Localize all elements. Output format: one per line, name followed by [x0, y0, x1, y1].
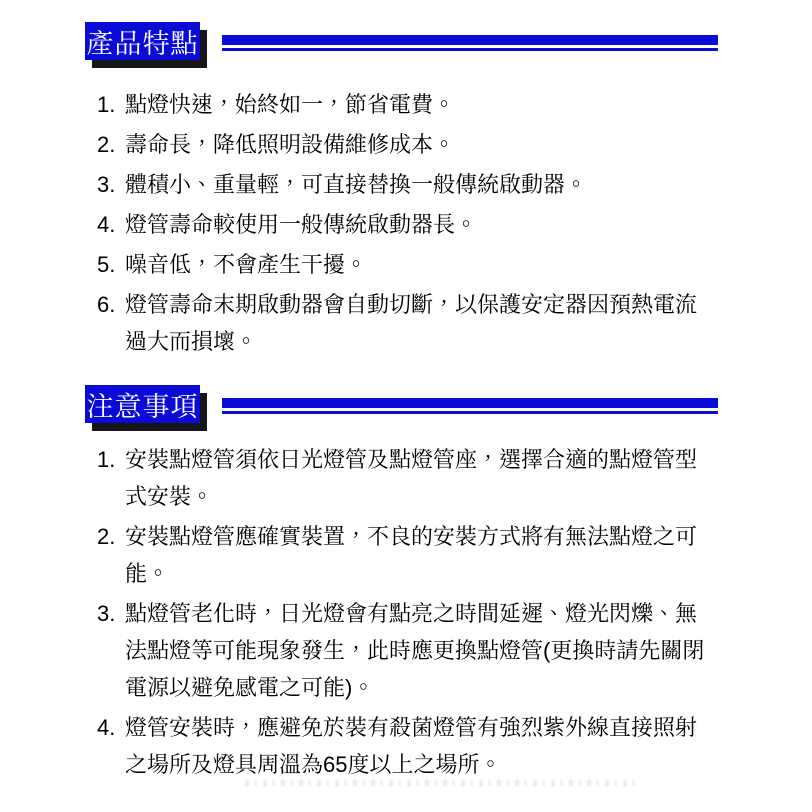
list-item: [97, 286, 812, 360]
item-text: 體積小、重量輕，可直接替換一般傳統啟動器。: [125, 172, 588, 197]
list-item: [97, 518, 812, 592]
rule-thin: [222, 411, 718, 414]
list-item: [97, 126, 812, 163]
item-number: 4.: [97, 212, 116, 237]
notes-list: [0, 441, 812, 783]
rule-thin: [222, 48, 718, 51]
list-item: [97, 86, 812, 123]
features-header-rules: [222, 35, 718, 51]
item-text: 點燈快速，始終如一，節省電費。: [125, 92, 456, 117]
item-number: 4.: [97, 715, 116, 740]
notes-header: [85, 385, 812, 423]
notes-header-rules: [222, 398, 718, 414]
item-number: 1.: [97, 92, 116, 117]
item-number: 3.: [97, 172, 116, 197]
item-text: 燈管安裝時，應避免於裝有殺菌燈管有強烈紫外線直接照射之場所及燈具周溫為65度以上之場所。: [125, 715, 698, 777]
item-text: 噪音低，不會產生干擾。: [125, 252, 368, 277]
item-text: 點燈管老化時，日光燈會有點亮之時間延遲、燈光閃爍、無法點燈等可能現象發生，此時應更換點燈管(更換時請先關閉電源以避免感電之可能)。: [125, 601, 705, 700]
features-header: [85, 22, 812, 60]
list-item: [97, 441, 812, 515]
item-number: 5.: [97, 252, 116, 277]
item-number: 3.: [97, 601, 116, 626]
item-text: 安裝點燈管應確實裝置，不良的安裝方式將有無法點燈之可能。: [125, 524, 698, 586]
list-item: [97, 246, 812, 283]
features-section: [0, 22, 812, 363]
notes-title: 注意事項: [86, 391, 199, 422]
item-number: 2.: [97, 524, 116, 549]
list-item: [97, 595, 812, 706]
item-text: 安裝點燈管須依日光燈管及點燈管座，選擇合適的點燈管型式安裝。: [125, 447, 698, 509]
notes-title-box: [85, 385, 200, 423]
list-item: [97, 206, 812, 243]
scan-artifact: [245, 780, 640, 786]
item-number: 2.: [97, 132, 116, 157]
item-text: 壽命長，降低照明設備維修成本。: [125, 132, 456, 157]
features-title: 產品特點: [86, 28, 199, 59]
rule-thick: [222, 398, 718, 408]
item-text: 燈管壽命較使用一般傳統啟動器長。: [125, 212, 478, 237]
item-number: 1.: [97, 447, 116, 472]
features-list: [0, 86, 812, 360]
item-text: 燈管壽命末期啟動器會自動切斷，以保護安定器因預熱電流過大而損壞。: [125, 292, 698, 354]
list-item: [97, 709, 812, 783]
list-item: [97, 166, 812, 203]
features-title-box: [85, 22, 200, 60]
rule-thick: [222, 35, 718, 45]
notes-section: [0, 385, 812, 786]
item-number: 6.: [97, 292, 116, 317]
